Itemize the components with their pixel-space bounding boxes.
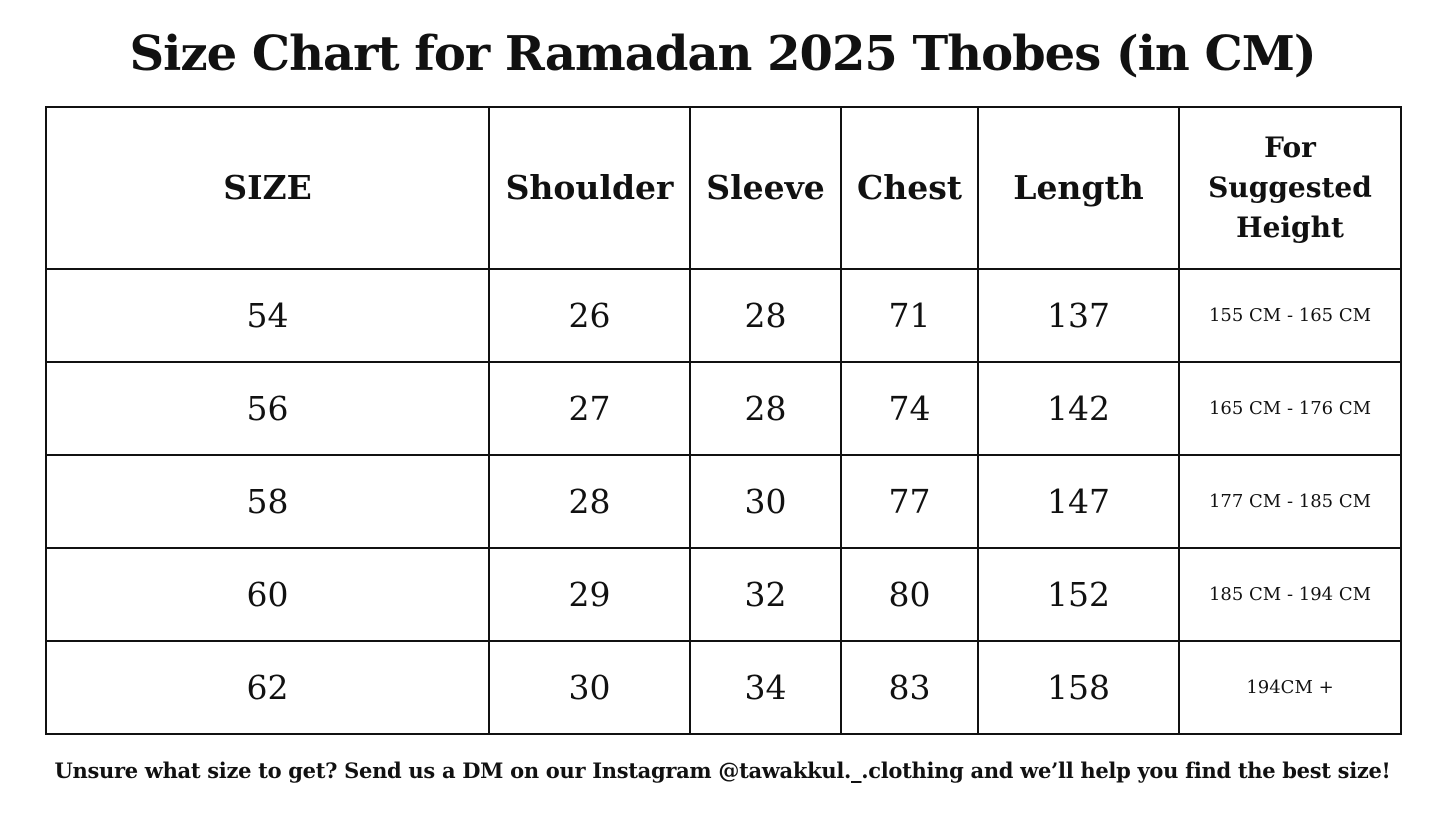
header-sleeve: Sleeve [690, 107, 841, 269]
cell-size: 58 [46, 455, 489, 548]
cell-chest: 74 [841, 362, 978, 455]
cell-sleeve: 34 [690, 641, 841, 734]
cell-chest: 83 [841, 641, 978, 734]
cell-length: 158 [978, 641, 1179, 734]
cell-shoulder: 27 [489, 362, 690, 455]
table-row [46, 548, 1401, 641]
cell-sleeve: 32 [690, 548, 841, 641]
table-row [46, 455, 1401, 548]
header-suggested-height: For Suggested Height [1179, 107, 1401, 269]
cell-suggested-height: 185 CM - 194 CM [1179, 548, 1401, 641]
cell-shoulder: 30 [489, 641, 690, 734]
cell-size: 60 [46, 548, 489, 641]
cell-chest: 71 [841, 269, 978, 362]
cell-length: 137 [978, 269, 1179, 362]
size-chart-table [45, 106, 1402, 735]
table-header-row [46, 107, 1401, 269]
cell-suggested-height: 194CM + [1179, 641, 1401, 734]
header-length: Length [978, 107, 1179, 269]
cell-length: 147 [978, 455, 1179, 548]
cell-length: 142 [978, 362, 1179, 455]
header-shoulder: Shoulder [489, 107, 690, 269]
cell-length: 152 [978, 548, 1179, 641]
cell-sleeve: 28 [690, 362, 841, 455]
cell-sleeve: 28 [690, 269, 841, 362]
cell-suggested-height: 155 CM - 165 CM [1179, 269, 1401, 362]
cell-shoulder: 28 [489, 455, 690, 548]
cell-sleeve: 30 [690, 455, 841, 548]
page-title: Size Chart for Ramadan 2025 Thobes (in CM) [129, 26, 1316, 82]
cell-chest: 80 [841, 548, 978, 641]
header-chest: Chest [841, 107, 978, 269]
cell-size: 54 [46, 269, 489, 362]
table-row [46, 362, 1401, 455]
cell-shoulder: 29 [489, 548, 690, 641]
cell-chest: 77 [841, 455, 978, 548]
table-row [46, 269, 1401, 362]
cell-size: 56 [46, 362, 489, 455]
cell-shoulder: 26 [489, 269, 690, 362]
cell-suggested-height: 165 CM - 176 CM [1179, 362, 1401, 455]
table-row [46, 641, 1401, 734]
header-size: SIZE [46, 107, 489, 269]
cell-size: 62 [46, 641, 489, 734]
cell-suggested-height: 177 CM - 185 CM [1179, 455, 1401, 548]
footer-note: Unsure what size to get? Send us a DM on our Instagram @tawakkul._.clothing and we’ll help you find the best size! [54, 758, 1391, 783]
